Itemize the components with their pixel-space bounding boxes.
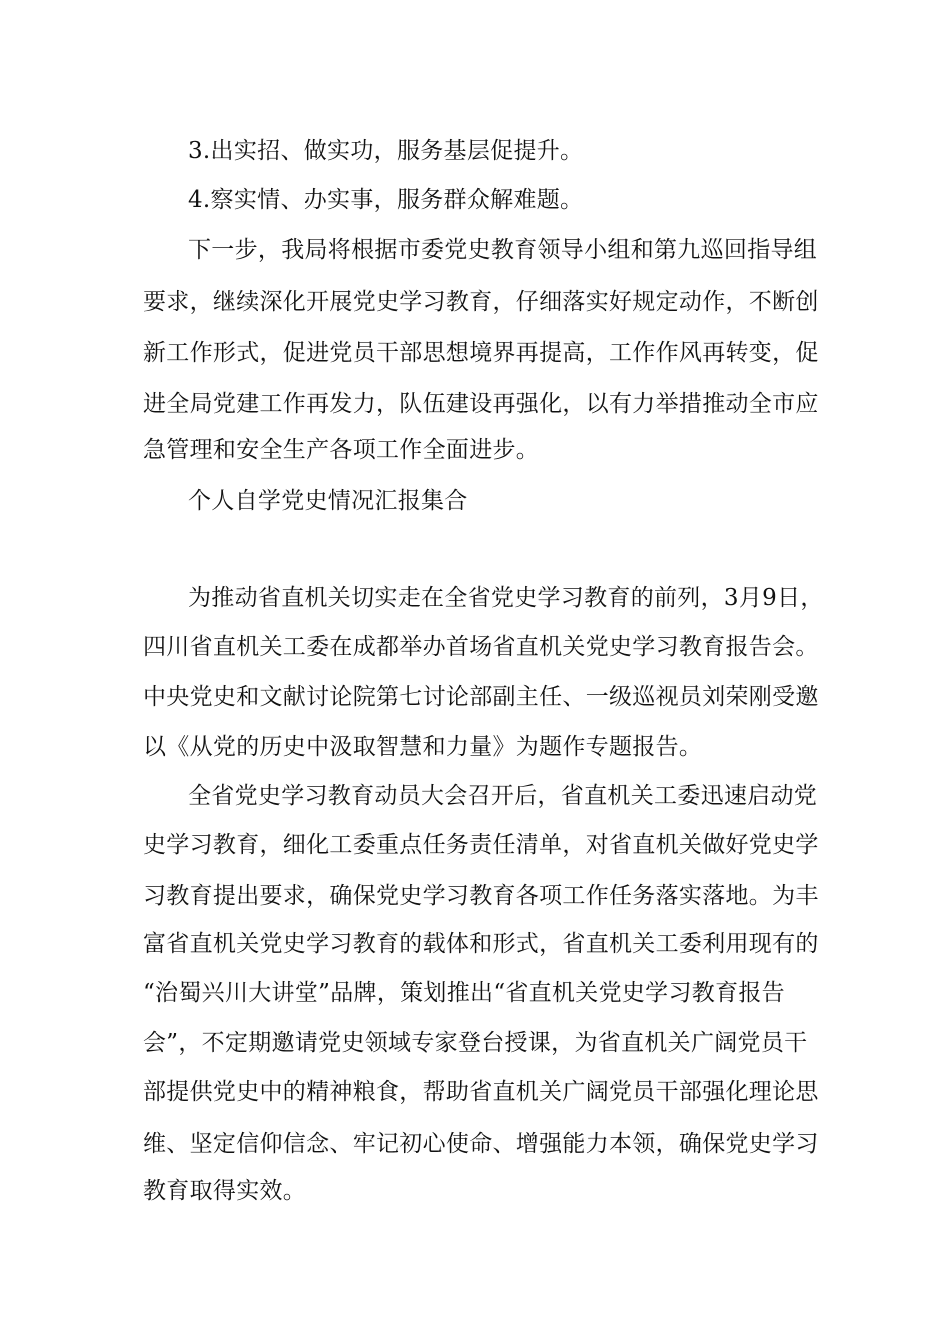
text-line: 新工作形式，促进党员干部思想境界再提高，工作作风再转变，促	[143, 340, 819, 366]
text-line: 中央党史和文献讨论院第七讨论部副主任、一级巡视员刘荣刚受邀	[143, 684, 819, 710]
text-line: 4.察实情、办实事，服务群众解难题。	[188, 187, 584, 213]
text-line: 史学习教育，细化工委重点任务责任清单，对省直机关做好党史学	[143, 832, 819, 858]
text-line: 四川省直机关工委在成都举办首场省直机关党史学习教育报告会。	[143, 634, 819, 660]
text-line: 3.出实招、做实功，服务基层促提升。	[188, 138, 584, 164]
section-heading: 个人自学党史情况汇报集合	[188, 488, 468, 514]
text-line: 会”，不定期邀请党史领域专家登台授课，为省直机关广阔党员干	[143, 1030, 808, 1056]
text-line: 急管理和安全生产各项工作全面进步。	[143, 437, 540, 463]
text-line: 习教育提出要求，确保党史学习教育各项工作任务落实落地。为丰	[143, 883, 819, 909]
text-line: 要求，继续深化开展党史学习教育，仔细落实好规定动作，不断创	[143, 289, 819, 315]
text-line: 为推动省直机关切实走在全省党史学习教育的前列，3月9日，	[188, 585, 824, 611]
text-line: 部提供党史中的精神粮食，帮助省直机关广阔党员干部强化理论思	[143, 1079, 819, 1105]
text-line: 富省直机关党史学习教育的载体和形式，省直机关工委利用现有的	[143, 931, 819, 957]
text-line: 以《从党的历史中汲取智慧和力量》为题作专题报告。	[143, 734, 703, 760]
text-line: “治蜀兴川大讲堂”品牌，策划推出“省直机关党史学习教育报告	[143, 980, 785, 1006]
text-line: 进全局党建工作再发力，队伍建设再强化，以有力举措推动全市应	[143, 391, 819, 417]
text-line: 教育取得实效。	[143, 1178, 307, 1204]
text-line: 全省党史学习教育动员大会召开后，省直机关工委迅速启动党	[188, 783, 818, 809]
text-line: 下一步，我局将根据市委党史教育领导小组和第九巡回指导组	[188, 237, 818, 263]
text-line: 维、坚定信仰信念、牢记初心使命、增强能力本领，确保党史学习	[143, 1131, 819, 1157]
